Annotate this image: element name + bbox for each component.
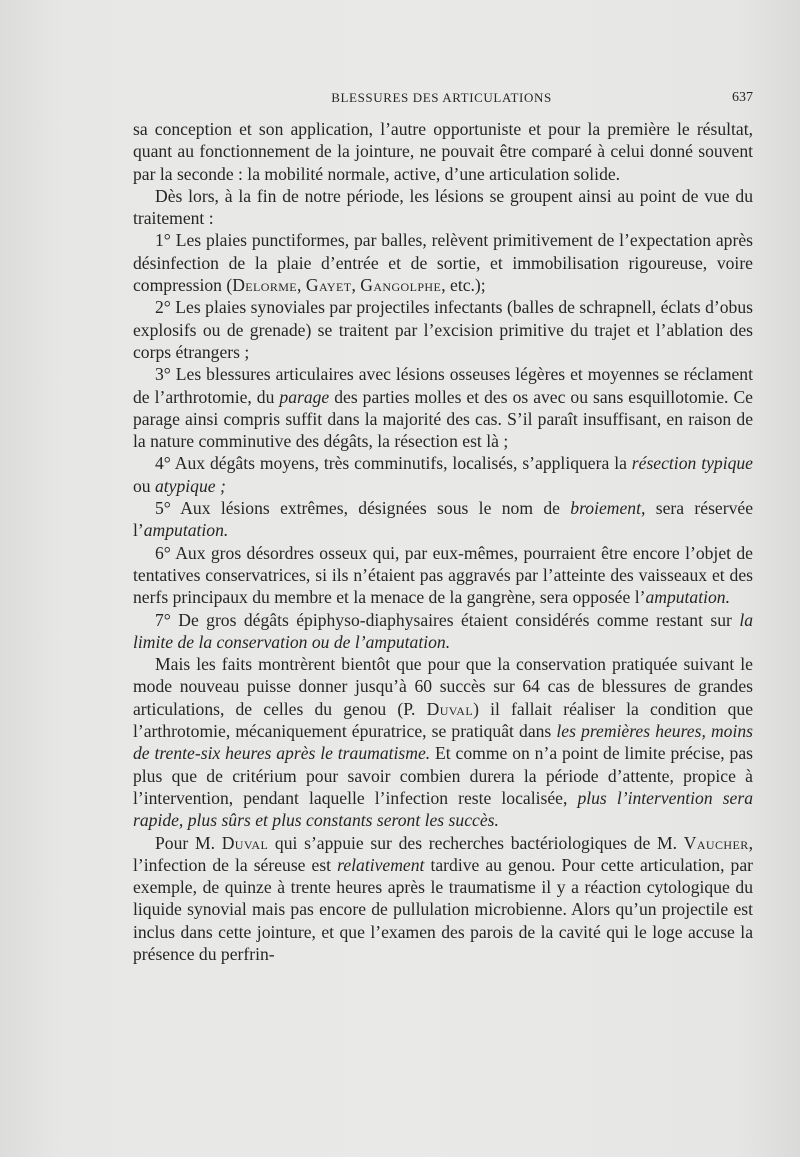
separator: , (351, 275, 361, 296)
paragraph-continuation: sa conception et son application, l’autre opportuniste et pour la première le résultat, quant au fonctionnement de la jointure, ne pouvait être comparé à celui donné souvent par la seconde : la mobilité normale, active, d’une articulation solide. (133, 119, 753, 184)
author-name: Gayet (305, 275, 352, 296)
separator: , (297, 275, 306, 296)
italic-term: relativement (337, 854, 425, 875)
author-name: Duval (426, 698, 474, 719)
italic-phrase: la limite de la conservation ou de l’amputation. (133, 609, 753, 652)
text-run: Et comme on n’a point de limite précise, pas plus que de critérium pour savoir combien durera la période d’attente, propice à l’intervention, pendant laquelle l’infection reste localisée, (133, 743, 753, 808)
text-run: Pour M. (155, 832, 222, 853)
list-item-4 (133, 452, 753, 497)
italic-phrase: plus l’intervention sera rapide, plus sûrs et plus constants seront les succès. (133, 787, 753, 831)
text-run: 5° Aux lésions extrêmes, désignées sous le nom de (155, 498, 571, 519)
text-run: Mais les faits montrèrent bientôt que pour que la conservation pratiquée suivant le mode nouveau puisse donner jusqu’à 60 succès sur 64 cas de blessures de grandes articulations, de celles du genou (P. (133, 654, 753, 719)
running-title: BLESSURES DES ARTICULATIONS (331, 90, 552, 105)
italic-term: parage (279, 386, 330, 407)
author-name: Gangolphe (360, 275, 442, 296)
text-run: , etc.); (441, 275, 486, 296)
author-name: Delorme (232, 275, 298, 296)
author-name: Vaucher (683, 832, 749, 853)
paragraph-intro: Dès lors, à la fin de notre période, les lésions se groupent ainsi au point de vue du traitement : (133, 185, 753, 229)
paragraph-results (133, 653, 753, 831)
text-run: 3° Les blessures articulaires avec lésions osseuses légères et moyennes se réclament de l’arthrotomie, du (133, 364, 753, 407)
italic-term: résection typique (631, 453, 753, 474)
list-item-7 (133, 609, 753, 654)
author-name: Duval (221, 832, 269, 853)
list-item-2: 2° Les plaies synoviales par projectiles infectants (balles de schrapnell, éclats d’obus explosifs ou de grenade) se traitent par l’excision primitive du trajet et l’ablation des corps étrangers ; (133, 297, 753, 362)
text-run: ) il fallait réaliser la condition que l’arthrotomie, mécaniquement épuratrice, se pratiquât dans (133, 698, 753, 742)
text-run: , l’infection de la séreuse est (133, 832, 753, 875)
list-item-3 (133, 363, 753, 452)
text-run: 7° De gros dégâts épiphyso-diaphysaires étaient considérés comme restant sur (155, 609, 740, 630)
text-run: qui s’appuie sur des recherches bactériologiques de M. (268, 832, 684, 853)
paragraph-duval (133, 832, 753, 966)
italic-term: broiement, (570, 498, 646, 519)
text-run: 1° Les plaies punctiformes, par balles, relèvent primitivement de l’expectation après désinfection de la plaie d’entrée et de sortie, et immobilisation rigoureuse, voire compression ( (133, 230, 753, 296)
text-run: tardive au genou. Pour cette articulation, par exemple, de quinze à trente heures après le traumatisme il y a réaction cytologique du liquide synovial mais pas encore de pullulation microbienne. Alors qu’un projectile est inclus dans cette jointure, et que l’examen des parois de la cavité qui le loge accuse la présence du perfrin- (133, 854, 753, 964)
italic-term: atypique ; (155, 475, 226, 496)
list-item-5 (133, 497, 753, 542)
text-run: 4° Aux dégâts moyens, très comminutifs, localisés, s’appliquera la (155, 453, 632, 474)
body-text (133, 118, 753, 965)
page-header (130, 90, 753, 112)
text-run: sera réservée l’ (133, 498, 753, 541)
list-item-6 (133, 542, 753, 609)
text-run: des parties molles et des os avec ou sans esquillotomie. Ce parage ainsi compris suffit dans la majorité des cas. S’il paraît insuffisant, en raison de la nature comminutive des dégâts, la résection est là ; (133, 386, 753, 452)
italic-phrase: les premières heures, moins de trente-six heures après le traumatisme. (133, 721, 753, 764)
text-run: ou (133, 475, 155, 496)
page-number: 637 (732, 90, 753, 105)
text-run: 6° Aux gros désordres osseux qui, par eux-mêmes, pourraient être encore l’objet de tentatives conservatrices, si ils n’étaient pas aggravés par l’atteinte des vaisseaux et des nerfs principaux du membre et la menace de la gangrène, sera opposée l’ (133, 542, 753, 608)
italic-term: amputation. (143, 520, 229, 541)
italic-term: amputation. (645, 587, 730, 608)
list-item-1 (133, 229, 753, 296)
